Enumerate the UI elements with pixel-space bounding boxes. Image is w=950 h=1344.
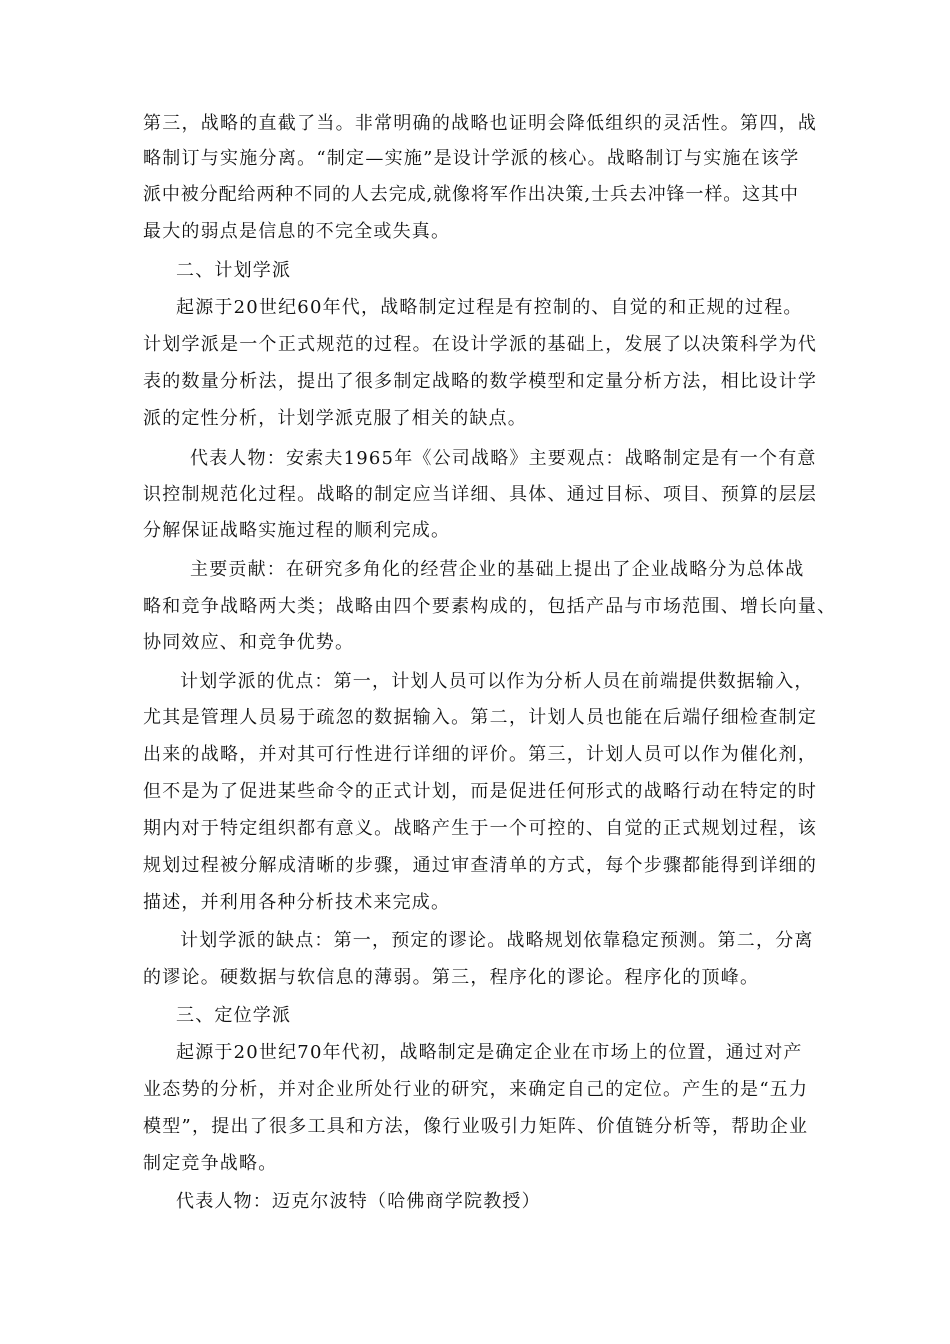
text-line: 制定竞争战略。 [143,1153,278,1174]
text-line: 出来的战略，并对其可行性进行详细的评价。第三，计划人员可以作为催化剂， [143,744,818,765]
text-line: 计划学派是一个正式规范的过程。在设计学派的基础上，发展了以决策科学为代 [143,334,818,355]
text-line: 规划过程被分解成清晰的步骤，通过审查清单的方式，每个步骤都能得到详细的 [143,855,818,876]
text-line: 略制订与实施分离。“制定—实施”是设计学派的核心。战略制订与实施在该学 [143,148,800,169]
text-line: 计划学派的缺点：第一，预定的谬论。战略规划依靠稳定预测。第二，分离 [180,930,814,951]
text-line: 派中被分配给两种不同的人去完成,就像将军作出决策,士兵去冲锋一样。这其中 [143,184,799,205]
text-line: 业态势的分析，并对企业所处行业的研究，来确定自己的定位。产生的是“五力 [143,1079,809,1100]
text-line: 起源于20世纪60年代，战略制定过程是有控制的、自觉的和正规的过程。 [176,297,803,318]
text-line: 期内对于特定组织都有意义。战略产生于一个可控的、自觉的正式规划过程，该 [143,818,818,839]
section-heading: 二、计划学派 [176,260,292,281]
section-heading: 三、定位学派 [176,1005,292,1026]
text-line: 起源于20世纪70年代初，战略制定是确定企业在市场上的位置，通过对产 [176,1042,803,1063]
text-line: 代表人物：安索夫1965年《公司战略》主要观点：战略制定是有一个有意 [190,448,817,469]
text-line: 主要贡献：在研究多角化的经营企业的基础上提出了企业战略分为总体战 [190,559,805,580]
text-line: 计划学派的优点：第一，计划人员可以作为分析人员在前端提供数据输入， [180,671,814,692]
text-line: 略和竞争战略两大类；战略由四个要素构成的，包括产品与市场范围、增长向量、 [143,596,837,617]
text-line: 描述，并利用各种分析技术来完成。 [143,892,451,913]
text-line: 模型”，提出了很多工具和方法，像行业吸引力矩阵、价值链分析等，帮助企业 [143,1116,809,1137]
text-line: 协同效应、和竞争优势。 [143,632,355,653]
text-line: 但不是为了促进某些命令的正式计划，而是促进任何形式的战略行动在特定的时 [143,781,818,802]
text-line: 的谬论。硬数据与软信息的薄弱。第三，程序化的谬论。程序化的顶峰。 [143,967,760,988]
text-line: 派的定性分析，计划学派克服了相关的缺点。 [143,408,527,429]
text-line: 表的数量分析法，提出了很多制定战略的数学模型和定量分析方法，相比设计学 [143,371,818,392]
text-line: 分解保证战略实施过程的顺利完成。 [143,520,451,541]
text-line: 第三，战略的直截了当。非常明确的战略也证明会降低组织的灵活性。第四，战 [143,113,818,134]
text-line: 识控制规范化过程。战略的制定应当详细、具体、通过目标、项目、预算的层层 [143,484,818,505]
text-line: 最大的弱点是信息的不完全或失真。 [143,221,451,242]
text-line: 代表人物：迈克尔波特（哈佛商学院教授） [176,1191,541,1212]
text-line: 尤其是管理人员易于疏忽的数据输入。第二，计划人员也能在后端仔细检查制定 [143,707,818,728]
